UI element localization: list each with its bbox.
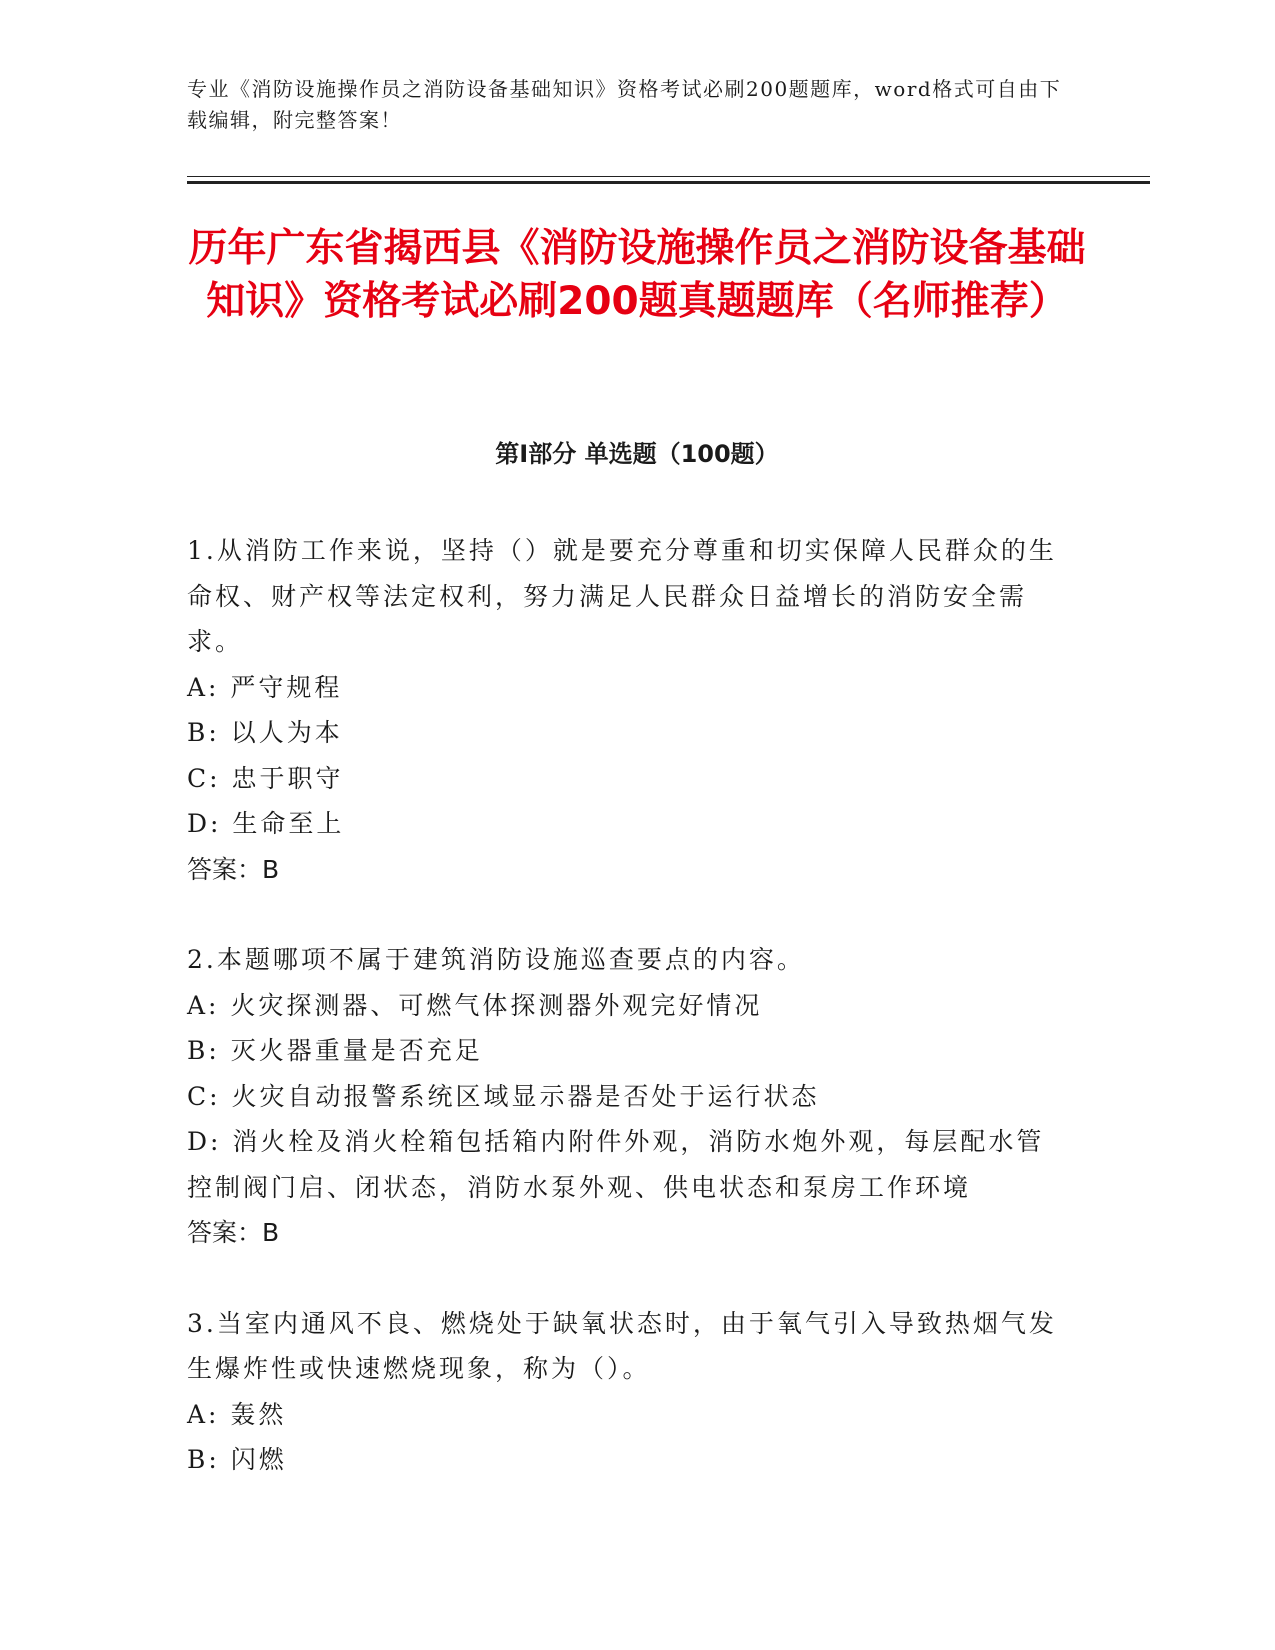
question-option-c: C: 火灾自动报警系统区域显示器是否处于运行状态 [187,1081,820,1111]
question-option-c: C: 忠于职守 [187,763,344,793]
question-option-b: B: 灭火器重量是否充足 [187,1036,483,1065]
header-divider-thick [187,181,1150,184]
question-2 [187,937,1067,1256]
question-option-d: D: 生命至上 [187,809,345,838]
question-stem: 1.从消防工作来说，坚持（）就是要充分尊重和切实保障人民群众的生命权、财产权等法定权利，努力满足人民群众日益增长的消防安全需求。 [187,536,1057,656]
question-option-d: D: 消火栓及消火栓箱包括箱内附件外观，消防水炮外观，每层配水管控制阀门启、闭状态，消防水泵外观、供电状态和泵房工作环境 [187,1127,1045,1202]
question-option-a: A: 严守规程 [187,672,343,702]
question-option-a: A: 轰然 [187,1399,287,1429]
question-stem: 2.本题哪项不属于建筑消防设施巡查要点的内容。 [187,945,805,974]
question-answer: 答案：B [187,1218,280,1247]
header-divider-thin [187,176,1150,177]
section-title: 第Ⅰ部分 单选题（100题） [495,440,779,468]
document-title: 历年广东省揭西县《消防设施操作员之消防设备基础知识》资格考试必刷200题真题题库（名师推荐） [188,226,1086,324]
question-3 [187,1301,1067,1483]
question-option-a: A: 火灾探测器、可燃气体探测器外观完好情况 [187,990,763,1020]
question-stem: 3.当室内通风不良、燃烧处于缺氧状态时，由于氧气引入导致热烟气发生爆炸性或快速燃烧现象，称为（）。 [187,1308,1057,1383]
question-1 [187,528,1067,892]
question-answer: 答案：B [187,854,280,884]
question-option-b: B: 以人为本 [187,718,343,747]
header-note: 专业《消防设施操作员之消防设备基础知识》资格考试必刷200题题库，word格式可自由下载编辑，附完整答案！ [187,77,1062,132]
question-option-b: B: 闪燃 [187,1445,287,1474]
question-list [187,528,1067,1528]
